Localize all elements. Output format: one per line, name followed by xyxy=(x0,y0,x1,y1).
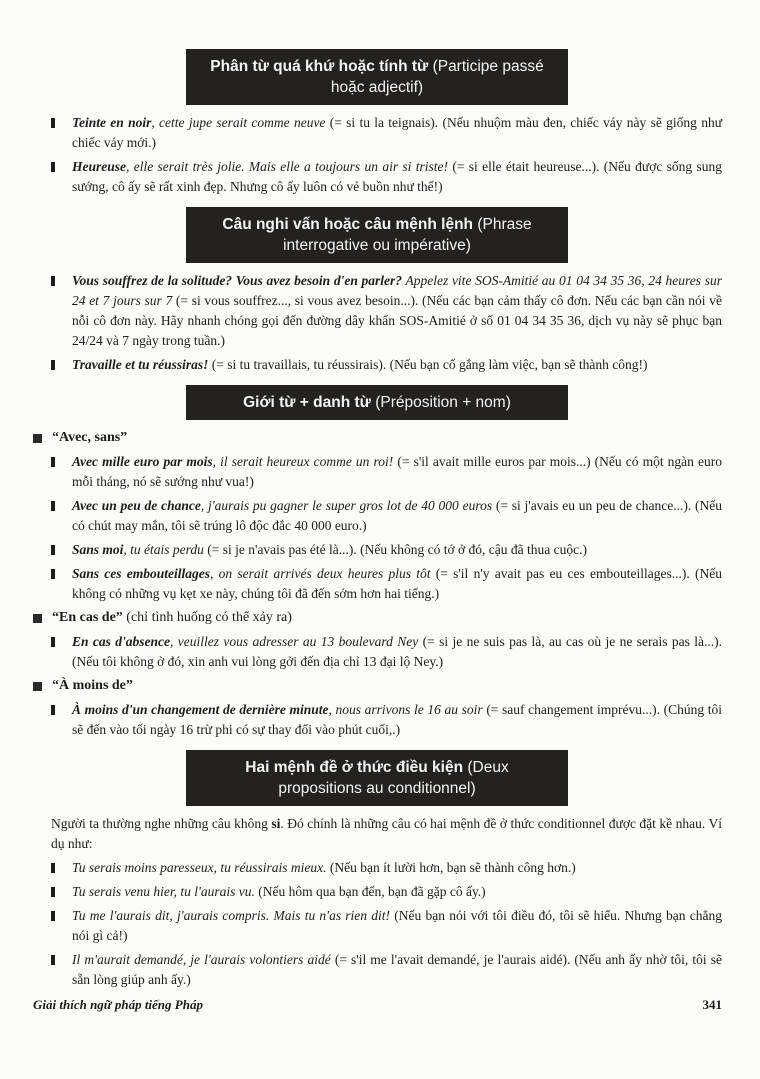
page-number: 341 xyxy=(702,997,722,1012)
banner-title-vi: Giới từ + danh từ xyxy=(243,394,371,411)
example-fr-italic: Appelez vite SOS-Amitié au 01 04 34 35 36, 24 heures sur 24 et 7 jours sur 7 xyxy=(72,273,722,308)
example-translation: (= s'il avait mille euros par mois...) (Nếu có một ngàn euro mỗi tháng, nó sẽ sướng như vua!) xyxy=(72,454,722,489)
bullet-icon xyxy=(51,162,55,172)
square-bullet-icon xyxy=(33,682,42,691)
example-fr-italic: , veuillez vous adresser au 13 boulevard Ney xyxy=(170,634,419,649)
example-translation: (= sauf changement imprévu...). (Chúng tôi sẽ đến vào tối ngày 16 trừ phi có sự thay đổi vào phút cuối,.) xyxy=(72,702,722,737)
bullet-icon xyxy=(51,863,55,873)
banner-title-vi: Câu nghi vấn hoặc câu mệnh lệnh xyxy=(222,216,474,233)
example-translation: (= si j'avais eu un peu de chance...). (Nếu có chút may mắn, tôi sẽ trúng lô độc đắc 40 000 euro.) xyxy=(72,498,722,533)
example-fr-italic: , nous arrivons le 16 au soir xyxy=(328,702,483,717)
example-translation: (Nếu bạn nói với tôi điều đó, tôi sẽ hiểu. Nhưng bạn chẳng nói gì cả!) xyxy=(72,908,722,943)
section-banner-preposition xyxy=(186,385,568,420)
bullet-icon xyxy=(51,637,55,647)
example-fr-bold: Sans moi xyxy=(72,542,124,557)
bullet-icon xyxy=(51,545,55,555)
example-fr-bold: Vous souffrez de la solitude? Vous avez besoin d'en parler? xyxy=(72,273,403,288)
banner-title-fr: (Participe passé hoặc adjectif) xyxy=(330,58,544,96)
square-bullet-icon xyxy=(33,614,42,623)
example-fr-bold: Teinte en noir xyxy=(72,115,152,130)
page-footer xyxy=(33,996,722,1014)
bullet-icon xyxy=(51,569,55,579)
group-heading-text: “En cas de” xyxy=(52,610,123,625)
group-heading-avec-sans xyxy=(33,428,722,448)
example-fr-italic: , il serait heureux comme un roi! xyxy=(212,454,394,469)
example-fr-bold: Avec mille euro par mois xyxy=(72,454,213,469)
group-a-moins-de xyxy=(33,676,722,740)
intro-text-a: Người ta thường nghe những câu không xyxy=(51,816,272,831)
example-fr-italic: Tu me l'aurais dit, j'aurais compris. Mais tu n'as rien dit! xyxy=(72,908,391,923)
group-heading-text: “Avec, sans” xyxy=(52,430,128,445)
example-translation: (Nếu bạn ít lười hơn, bạn sẽ thành công hơn.) xyxy=(326,860,576,875)
group-heading-en-cas-de xyxy=(33,608,722,628)
intro-paragraph xyxy=(51,814,722,854)
list-item xyxy=(51,452,722,492)
example-fr-italic: Il m'aurait demandé, je l'aurais volontiers aidé xyxy=(72,952,331,967)
example-fr-bold: En cas d'absence xyxy=(72,634,170,649)
example-fr-italic: , on serait arrivés deux heures plus tôt xyxy=(210,566,431,581)
list-item xyxy=(51,355,722,375)
banner-title-vi: Phân từ quá khứ hoặc tính từ xyxy=(210,58,429,75)
example-translation: (Nếu hôm qua bạn đến, bạn đã gặp cô ấy.) xyxy=(254,884,486,899)
group-avec-sans xyxy=(33,428,722,604)
bullet-icon xyxy=(51,457,55,467)
list-item xyxy=(51,540,722,560)
list-item xyxy=(51,113,722,153)
list-item xyxy=(51,882,722,902)
example-fr-bold: Travaille et tu réussiras! xyxy=(72,357,209,372)
bullet-icon xyxy=(51,118,55,128)
example-fr-bold: Heureuse xyxy=(72,159,126,174)
list-item xyxy=(51,906,722,946)
bullet-icon xyxy=(51,705,55,715)
group-heading-note: (chỉ tình huống có thể xảy ra) xyxy=(122,610,292,625)
example-fr-bold: Avec un peu de chance xyxy=(72,498,201,513)
section-banner-conditionnel xyxy=(186,750,568,806)
example-fr-italic: Tu serais venu hier, tu l'aurais vu. xyxy=(72,884,255,899)
list-item xyxy=(51,271,722,351)
bullet-icon xyxy=(51,276,55,286)
example-translation: (= si tu travaillais, tu réussirais). (Nếu bạn cố gắng làm việc, bạn sẽ thành công!) xyxy=(208,357,648,372)
bullet-icon xyxy=(51,911,55,921)
example-fr-italic: , tu étais perdu xyxy=(123,542,204,557)
example-fr-italic: , j'aurais pu gagner le super gros lot de 40 000 euros xyxy=(200,498,493,513)
bullet-icon xyxy=(51,955,55,965)
example-fr-bold: À moins d'un changement de dernière minute xyxy=(72,702,329,717)
example-translation: (= si vous souffrez..., si vous avez besoin...). (Nếu các bạn cảm thấy cô đơn. Nếu các bạn cần nói về nỗi cô đơn này. Hãy nhanh chóng gọi đến đường dây khẩn SOS-Amitié ở số 01 04 34 35 36, dịch vụ này sẽ phục bạn 24/24 và 7 ngày trong tuần.) xyxy=(72,293,722,348)
section-banner-participe xyxy=(186,49,568,105)
section-banner-interrogative xyxy=(186,207,568,263)
example-translation: (= si je n'avais pas été là...). (Nếu không có tớ ở đó, cậu đã thua cuộc.) xyxy=(203,542,587,557)
example-translation: (= s'il me l'avait demandé, je l'aurais aidé). (Nếu anh ấy nhờ tôi, tôi sẽ sẵn lòng giúp anh ấy.) xyxy=(72,952,722,987)
list-item xyxy=(51,858,722,878)
square-bullet-icon xyxy=(33,434,42,443)
bullet-icon xyxy=(51,360,55,370)
list-item xyxy=(51,632,722,672)
list-item xyxy=(51,564,722,604)
book-title: Giải thích ngữ pháp tiếng Pháp xyxy=(33,997,203,1012)
example-fr-italic: , elle serait très jolie. Mais elle a toujours un air si triste! xyxy=(126,159,448,174)
group-heading-text: “À moins de” xyxy=(52,678,133,693)
group-heading-a-moins-de xyxy=(33,676,722,696)
list-item xyxy=(51,496,722,536)
example-translation: (= s'il n'y avait pas eu ces embouteillages...). (Nếu không có những vụ kẹt xe này, chúng tôi đã đến sớm hơn hai tiếng.) xyxy=(72,566,722,601)
bullet-icon xyxy=(51,887,55,897)
bullet-icon xyxy=(51,501,55,511)
list-item xyxy=(51,950,722,990)
banner-title-fr: (Deux propositions au conditionnel) xyxy=(278,759,509,797)
list-item xyxy=(51,700,722,740)
example-translation: (= si je ne suis pas là, au cas où je ne serais pas là...). (Nếu tôi không ở đó, xin anh vui lòng gởi đến địa chỉ 13 đại lộ Ney.) xyxy=(72,634,723,669)
example-fr-italic: Tu serais moins paresseux, tu réussirais mieux. xyxy=(72,860,327,875)
group-en-cas-de xyxy=(33,608,722,672)
example-translation: (= si tu la teignais). (Nếu nhuộm màu đen, chiếc váy này sẽ giống như chiếc váy mới.) xyxy=(72,115,723,150)
intro-keyword: si xyxy=(271,816,281,831)
example-fr-bold: Sans ces embouteillages xyxy=(72,566,211,581)
example-fr-italic: , cette jupe serait comme neuve xyxy=(151,115,326,130)
banner-title-vi: Hai mệnh đề ở thức điều kiện xyxy=(245,759,464,776)
banner-title-fr: (Préposition + nom) xyxy=(375,394,511,411)
banner-title-fr: (Phrase interrogative ou impérative) xyxy=(283,216,532,254)
example-translation: (= si elle était heureuse...). (Nếu được sống sung sướng, cô ấy sẽ rất xinh đẹp. Nhưng cô ấy luôn có vẻ buồn như thế!) xyxy=(72,159,723,194)
list-item xyxy=(51,157,722,197)
intro-text-b: . Đó chính là những câu có hai mệnh đề ở thức conditionnel được đặt kề nhau. Ví dụ như: xyxy=(51,816,723,851)
